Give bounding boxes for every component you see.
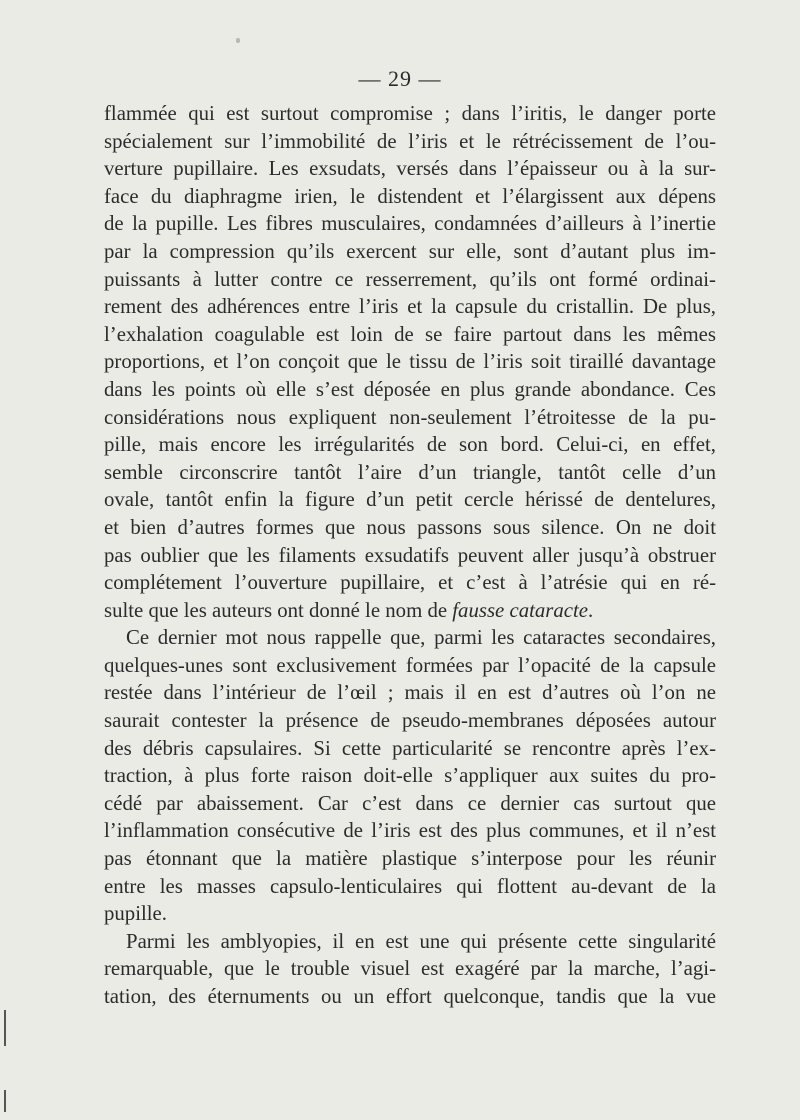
text-line: spécialement sur l’immobilité de l’iris et le rétrécissement de l’ou- [104, 129, 716, 153]
text-line: semble circonscrire tantôt l’aire d’un triangle, tantôt celle d’un [104, 460, 716, 484]
text-line: cédé par abaissement. Car c’est dans ce dernier cas surtout que [104, 791, 716, 815]
text-line: remarquable, que le trouble visuel est exagéré par la marche, l’agi- [104, 957, 716, 981]
text-line: face du diaphragme irien, le distendent et l’élargissent aux dépens [104, 184, 716, 208]
text-line: tation, des éternuments ou un effort quelconque, tandis que la vue [104, 985, 716, 1008]
text-line: entre les masses capsulo-lenticulaires qui flottent au-devant de la [104, 874, 716, 898]
text-line: des débris capsulaires. Si cette particularité se rencontre après l’ex- [104, 736, 716, 760]
text-line: Parmi les amblyopies, il en est une qui présente cette singularité [126, 929, 716, 953]
text-line: ovale, tantôt enfin la figure d’un petit cercle hérissé de dentelures, [104, 488, 716, 512]
text-line: puissants à lutter contre ce resserrement, qu’ils ont formé ordinai- [104, 267, 716, 291]
paragraph [104, 624, 716, 928]
paragraph [104, 928, 716, 1011]
text-line: flammée qui est surtout compromise ; dans l’iritis, le danger porte [104, 102, 716, 125]
paragraph [104, 100, 716, 624]
text-line: traction, à plus forte raison doit-elle s’appliquer aux suites du pro- [104, 764, 716, 788]
text-line: par la compression qu’ils exercent sur elle, sont d’autant plus im- [104, 239, 716, 263]
text-line: verture pupillaire. Les exsudats, versés dans l’épaisseur ou à la sur- [104, 157, 716, 181]
italic-term: fausse cataracte [452, 598, 589, 622]
text-line: pas étonnant que la matière plastique s’interpose pour les réunir [104, 847, 716, 871]
text-run: sulte que les auteurs ont donné le nom de [104, 598, 453, 622]
text-line: complétement l’ouverture pupillaire, et c’est à l’atrésie qui en ré- [104, 571, 716, 595]
text-line: considérations nous expliquent non-seulement l’étroitesse de la pu- [104, 405, 716, 429]
text-line: pas oublier que les filaments exsudatifs peuvent aller jusqu’à obstruer [104, 543, 716, 567]
body-text [104, 100, 716, 1011]
text-line: rement des adhérences entre l’iris et la capsule du cristallin. De plus, [104, 295, 716, 319]
text-line: dans les points où elle s’est déposée en plus grande abondance. Ces [104, 377, 716, 401]
text-line: restée dans l’intérieur de l’œil ; mais il en est d’autres où l’on ne [104, 681, 716, 705]
text-line: de la pupille. Les fibres musculaires, condamnées d’ailleurs à l’inertie [104, 212, 716, 236]
text-run: . [588, 598, 594, 622]
paper-speck [236, 38, 240, 43]
text-line: l’inflammation consécutive de l’iris est des plus communes, et il n’est [104, 819, 716, 843]
text-line: saurait contester la présence de pseudo-membranes déposées autour [104, 709, 716, 733]
text-line: l’exhalation coagulable est loin de se faire partout dans les mêmes [104, 322, 716, 346]
text-line: et bien d’autres formes que nous passons sous silence. On ne doit [104, 515, 716, 539]
text-line: Ce dernier mot nous rappelle que, parmi les cataractes secondaires, [126, 626, 716, 650]
text-line: proportions, et l’on conçoit que le tissu de l’iris soit tiraillé davantage [104, 350, 716, 374]
page-edge-mark [4, 1090, 6, 1112]
text-line: pupille. [104, 902, 167, 926]
text-line [104, 597, 716, 625]
text-line: quelques-unes sont exclusivement formées par l’opacité de la capsule [104, 653, 716, 677]
page-edge-mark [4, 1010, 6, 1046]
page-number: — 29 — [358, 66, 442, 91]
text-line: pille, mais encore les irrégularités de son bord. Celui-ci, en effet, [104, 433, 716, 457]
